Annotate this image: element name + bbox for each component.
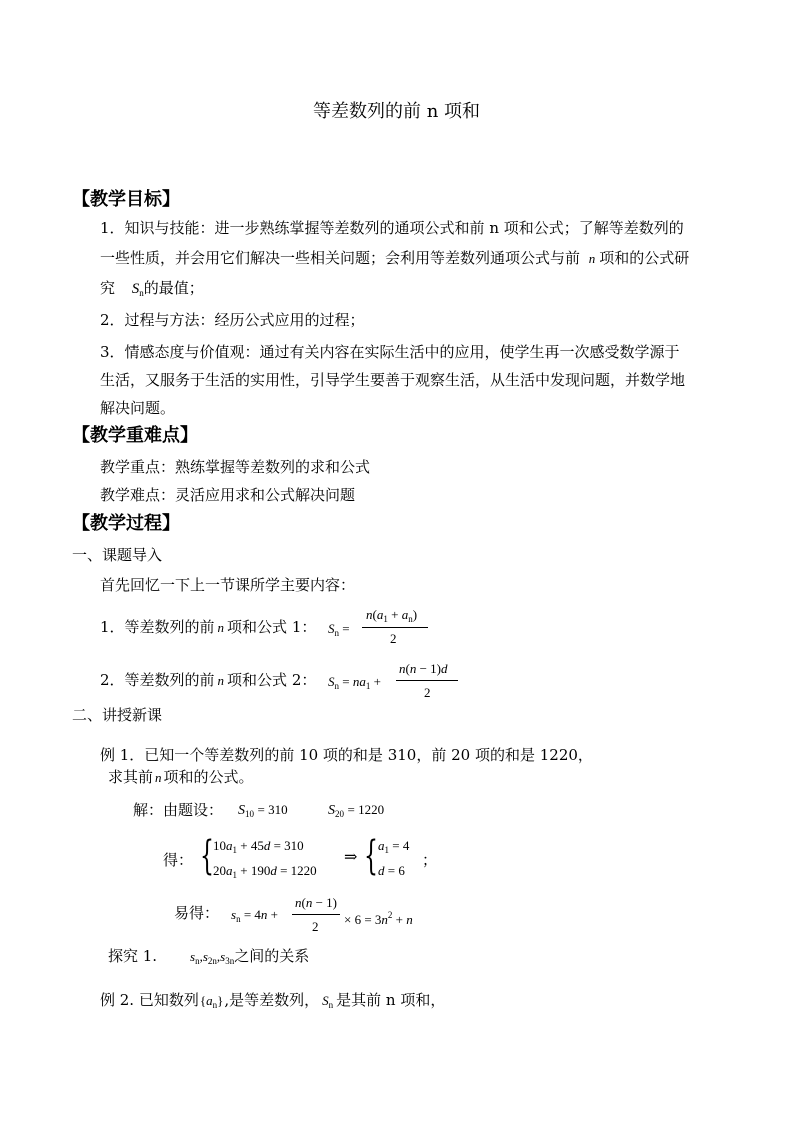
sn-expression-rhs: × $6 = 3n^2 + n$: [344, 910, 413, 927]
result-d: d = 6: [378, 863, 405, 878]
sn-fraction-bar: [292, 914, 340, 915]
goal-1-line-3: 究 $S_n$的最值；: [100, 279, 204, 298]
formula-1-lhs: $S_n$ =: [328, 621, 350, 638]
easy-label: 易得：: [174, 904, 220, 922]
result-a1: $a_1 = 4$: [378, 838, 410, 855]
process-heading: 【教学过程】: [72, 513, 180, 534]
goal-3-line-2: 生活，又服务于生活的实用性，引导学生要善于观察生活，从生活中发现问题，并数学地: [100, 371, 686, 389]
goal-3-line-3: 解决问题。: [100, 399, 176, 417]
goal-1-line-1: 1．知识与技能：进一步熟练掌握等差数列的通项公式和前 n 项和公式；了解等差数列的: [100, 219, 684, 237]
get-label: 得：: [163, 851, 194, 869]
example-2: 例 2. 已知数列$\{a_n\}$,是等差数列， $S_n$ 是其前 n 项和，: [100, 991, 446, 1010]
explore-label: 探究 1.: [108, 947, 158, 965]
equation-1: $10a_1 + 45d = 310$: [213, 838, 304, 855]
formula-2-lhs: $S_n = na_1$ +: [328, 674, 381, 691]
formula-2-fraction-bar: [396, 680, 458, 681]
formula-1-denominator: 2: [390, 631, 397, 646]
page-title: 等差数列的前 n 项和: [313, 101, 481, 122]
sn-numerator: n(n − 1): [295, 895, 338, 910]
right-brace: {: [364, 833, 378, 879]
s20-equation: $S_{20} = 1220$: [328, 802, 385, 819]
s10-equation: $S_{10} = 310$: [238, 802, 288, 819]
review-text: 首先回忆一下上一节课所学主要内容：: [100, 576, 356, 594]
solution-label: 解：由题设：: [133, 801, 224, 819]
teaching-difficulty: 教学难点：灵活应用求和公式解决问题: [100, 486, 356, 504]
sn-denominator: 2: [312, 919, 319, 934]
semicolon: ；: [422, 851, 438, 869]
equation-2: $20a_1 + 190d = 1220$: [213, 863, 317, 880]
formula-2-numerator: n(n − 1)d: [399, 661, 448, 676]
example-1-line-1: 例 1．已知一个等差数列的前 10 项的和是 310，前 20 项的和是 1220，: [100, 746, 593, 764]
section-2-title: 二、讲授新课: [72, 706, 163, 724]
implies-arrow: ⇒: [344, 849, 358, 866]
key-points-heading: 【教学重难点】: [72, 425, 198, 446]
goal-3-line-1: 3．情感态度与价值观：通过有关内容在实际生活中的应用，使学生再一次感受数学源于: [100, 343, 680, 361]
formula-2-label: 2．等差数列的前 n 项和公式 2：: [100, 671, 317, 689]
section-1-title: 一、课题导入: [72, 546, 163, 564]
example-1-line-2: 求其前 n 项和的公式。: [108, 768, 254, 786]
goals-heading: 【教学目标】: [72, 189, 180, 210]
formula-2-denominator: 2: [424, 685, 431, 700]
formula-1-numerator: $n(a_1 + a_n)$: [366, 607, 418, 624]
goal-2: 2．过程与方法：经历公式应用的过程；: [100, 311, 365, 329]
goal-1-line-2: 一些性质，并会用它们解决一些相关问题；会利用等差数列通项公式与前 n 项和的公式研: [100, 249, 690, 267]
teaching-focus: 教学重点：熟练掌握等差数列的求和公式: [100, 458, 371, 476]
sn-expression-lhs: $s_n = 4n$ +: [231, 907, 278, 924]
left-brace: {: [200, 833, 214, 879]
formula-1-fraction-bar: [362, 627, 428, 628]
formula-1-label: 1．等差数列的前 n 项和公式 1：: [100, 618, 317, 636]
explore-content: $s_n,s_{2n},s_{3n}$之间的关系: [190, 947, 310, 966]
